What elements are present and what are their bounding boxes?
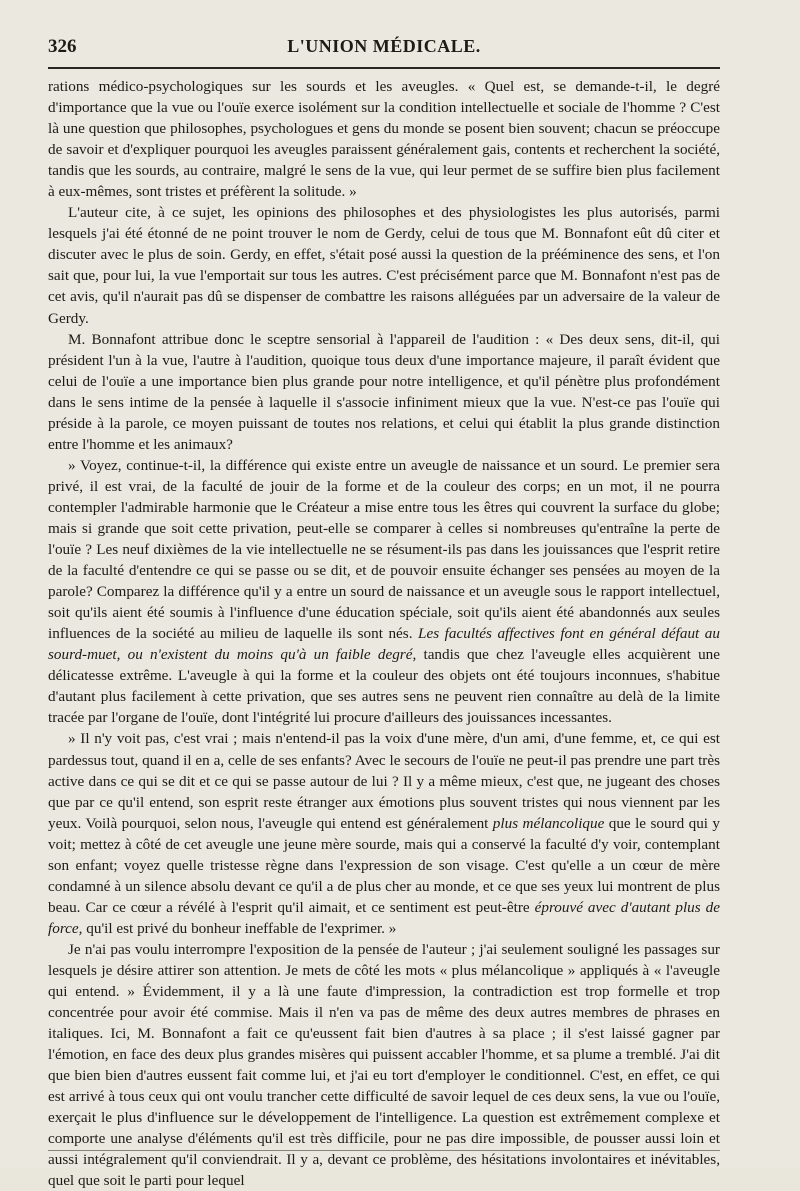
text-run: tandis que chez l'aveugle elles acquièrent une délicatesse extrême. L'aveugle à qui la forme et la couleur des objets ont été toujours inconnues, s'habitue d'autant plus facilement à cette privation, que ses autres sens ne peuvent rien connaître au delà de la limite tracée par l'organe de l'ouïe, dont l'intégrité lui procure d'ailleurs des jouissances incessantes.: [48, 646, 720, 727]
text-run: » Il n'y voit pas, c'est vrai ; mais n'entend-il pas la voix d'une mère, d'un ami, d'une femme, et, ce qui est pardessus tout, quand il en a, celle de ses enfants? Avec le secours de l'ouïe ne peut-il pas prendre une part très active dans ce qui se dit et ce qui se passe autour de lui ? Il y a même mieux, c'est que, ne jugeant des choses que par ce qu'il entend, son esprit reste étranger aux émotions plus souvent tristes qui nous viennent par les yeux. Voilà pourquoi, selon nous, l'aveugle qui entend est généralement: [48, 730, 720, 832]
page-header: [48, 34, 720, 64]
text-run: Je n'ai pas voulu interrompre l'exposition de la pensée de l'auteur ; j'ai seulement souligné les passages sur lesquels je désire attirer son attention. Je mets de côté les mots « plus mélancolique » appliqués à « l'aveugle qui entend. » Évidemment, il y a là une faute d'impression, la contradiction est trop formelle et trop concentrée pour avoir été commise. Mais il n'en va pas de même des deux autres membres de phrases en italiques. Ici, M. Bonnafont a fait ce qu'eussent fait bien d'autres à sa place ; il s'est laissé gagner par l'émotion, en face des deux plus grandes misères qui puissent accabler l'homme, et sa plume a tremblé. J'ai dit que bien bien d'autres eussent fait comme lui, et j'ai eu tort d'employer le conditionnel. C'est, en effet, ce qui est arrivé à tous ceux qui ont voulu trancher cette difficulté de savoir lequel de ces deux sens, la vue ou l'ouïe, exerçait le plus d'influence sur le développement de l'intelligence. La question est extrêmement complexe et comporte une analyse d'éléments qu'il est très difficile, pour ne pas dire impossible, de pousser aussi loin et aussi intégralement qu'il conviendrait. Il y a, devant ce problème, des hésitations involontaires et inévitables, quel que soit le parti pour lequel: [48, 940, 720, 1190]
text-run: que le sourd qui y voit; mettez à côté de cet aveugle une jeune mère sourde, mais qui a conservé la faculté d'y voir, contemplant son enfant; voyez quelle tristesse règne dans l'expression de son visage. C'est qu'elle a un cœur de mère condamné à un silence absolu devant ce qu'il a de plus cher au monde, et ce que ses yeux lui montrent de plus beau. Car ce cœur a révélé à l'esprit qu'il aimait, et ce sentiment est peut-être: [48, 814, 721, 916]
footer-rule: [48, 1150, 720, 1151]
text-run: » Voyez, continue-t-il, la différence qui existe entre un aveugle de naissance et un sourd. Le premier sera privé, il est vrai, de la faculté de jouir de la forme et de la couleur des corps; en un mot, il ne pourra contempler l'admirable harmonie que le Créateur a mise entre tous les êtres qui couvrent la surface du globe; mais si grande que soit cette privation, peut-elle se comparer à celles si nombreuses qu'entraîne la perte de l'ouïe ? Les neuf dixièmes de la vie intellectuelle ne se résument-ils pas dans les jouissances que l'esprit retire de la faculté d'entendre ce qui se passe ou se dit, et de pouvoir ensuite échanger ses pensées au moyen de la parole? Comparez la différence qu'il y a entre un sourd de naissance et un aveugle sous le rapport intellectuel, soit qu'ils aient été soumis à l'influence d'une éducation spéciale, soit qu'ils aient été abandonnés aux seules influences de la société au milieu de laquelle ils sont nés.: [48, 456, 720, 643]
paragraph: [48, 76, 720, 202]
text-run: rations médico-psychologiques sur les sourds et les aveugles. « Quel est, se demande-t-il, le degré d'importance que la vue ou l'ouïe exerce isolément sur la condition intellectuelle et sociale de l'homme ? C'est là une question que philosophes, psychologues et gens du monde se posent bien souvent; chacun se préoccupe de savoir et d'expliquer pourquoi les aveugles paraissent généralement gais, contents et recherchent la société, tandis que les sourds, au contraire, malgré le sens de la vue, qui leur permet de se suffire bien plus facilement à eux-mêmes, sont tristes et préfèrent la solitude. »: [48, 78, 720, 201]
paragraph: [48, 939, 720, 1191]
text-run: qu'il est privé du bonheur ineffable de l'exprimer. »: [82, 919, 397, 937]
text-run: L'auteur cite, à ce sujet, les opinions des philosophes et des physiologistes les plus autorisés, parmi lesquels j'ai été étonné de ne point trouver le nom de Gerdy, celui de tous que M. Bonnafont eût dû citer et discuter avec le plus de soin. Gerdy, en effet, s'était posé aussi la question de la prééminence des sens, et l'on sait que, pour lui, la vue l'emportait sur tous les autres. C'est précisément parce que M. Bonnafont n'est pas de cet avis, qu'il n'aurait pas dû se dispenser de combattre les raisons alléguées par un adversaire de la valeur de Gerdy.: [48, 204, 720, 327]
italic-passage: éprouvé avec d'autant plus de force,: [48, 898, 720, 937]
running-title: L'UNION MÉDICALE.: [287, 36, 481, 56]
italic-passage: Les facultés affectives font en général défaut au sourd-muet, ou n'existent du moins qu'à un faible degré,: [48, 625, 720, 664]
header-rule: [48, 67, 720, 69]
paragraph: [48, 202, 720, 328]
text-run: M. Bonnafont attribue donc le sceptre sensorial à l'appareil de l'audition : « Des deux sens, dit-il, qui président l'un à la vue, l'autre à l'audition, quoique tous deux d'une importance majeure, il paraît évident que celui de l'ouïe a une importance bien plus grande pour notre intelligence, et qu'il pénètre plus profondément dans le sens intime de la pensée à laquelle il s'associe infiniment mieux que la vue. N'est-ce pas l'ouïe qui préside à la parole, ce moyen puissant de toutes nos relations, et celui qui établit la plus grande distinction entre l'homme et les animaux?: [48, 330, 720, 453]
paragraph: [48, 455, 720, 729]
paragraph: [48, 728, 720, 938]
page-number: 326: [48, 36, 77, 57]
italic-passage: plus mélancolique: [492, 814, 605, 832]
body-text: [48, 76, 720, 1191]
paragraph: [48, 329, 720, 455]
